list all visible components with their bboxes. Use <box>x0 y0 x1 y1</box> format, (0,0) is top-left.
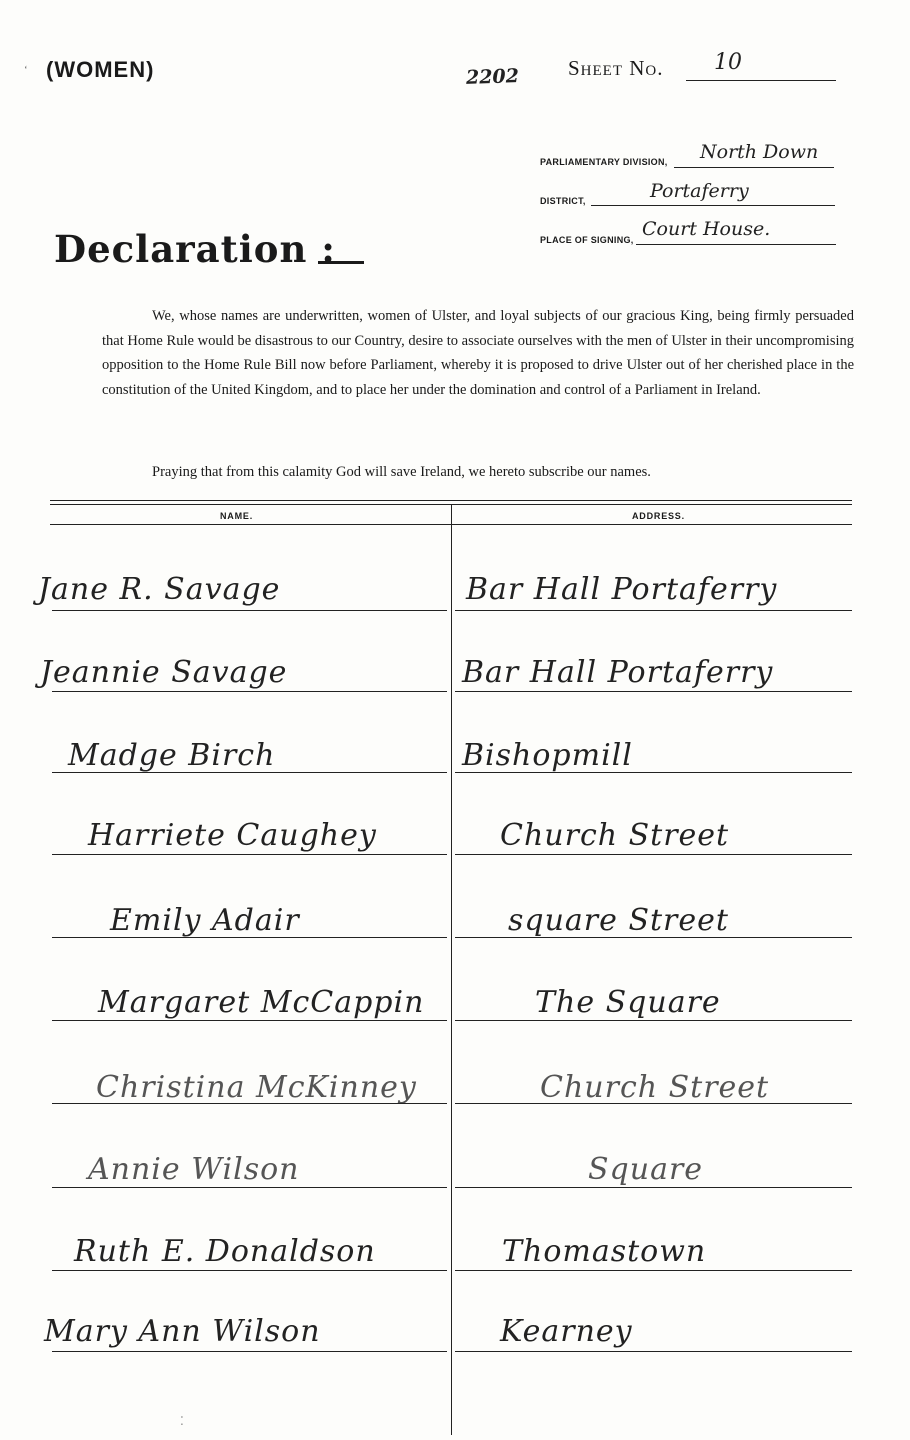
signature-address: The Square <box>535 985 721 1020</box>
signature-name: Margaret McCappin <box>98 985 425 1020</box>
address-line <box>455 1270 852 1271</box>
division-value: North Down <box>700 141 819 163</box>
district-label: DISTRICT, <box>540 196 586 206</box>
address-line <box>455 854 852 855</box>
declaration-text: We, whose names are underwritten, women of Ulster, and loyal subjects of our gracious King, being firmly persuaded that Home Rule would be disastrous to our Country, desire to associate ourselves with the men of Ulster in their uncompromising opposition to the Home Rule Bill now before Parliament, whereby it is proposed to drive Ulster out of her cherished place in the constitution of the United Kingdom, and to place her under the domination and control of a Parliament in Ireland. <box>102 308 854 398</box>
declaration-title: Declaration : <box>54 227 336 271</box>
sheet-number: 10 <box>714 50 742 75</box>
name-line <box>52 937 447 938</box>
name-line <box>52 854 447 855</box>
stamp-number: 2202 <box>465 65 520 89</box>
praying-text: Praying that from this calamity God will save Ireland, we hereto subscribe our names. <box>152 464 651 480</box>
signature-name: Mary Ann Wilson <box>44 1314 321 1349</box>
address-line <box>455 691 852 692</box>
signature-name: Ruth E. Donaldson <box>74 1234 376 1269</box>
signature-address: square Street <box>508 903 729 938</box>
place-value: Court House. <box>642 218 771 240</box>
signature-name: Jane R. Savage <box>38 572 281 607</box>
signature-name: Emily Adair <box>110 903 300 938</box>
district-value: Portaferry <box>650 180 749 202</box>
name-line <box>52 772 447 773</box>
address-line <box>455 1020 852 1021</box>
address-line <box>455 937 852 938</box>
sheet-number-line <box>686 80 836 81</box>
address-line <box>455 1351 852 1352</box>
place-label: PLACE OF SIGNING, <box>540 235 634 245</box>
signature-address: Kearney <box>500 1314 633 1349</box>
name-line <box>52 1103 447 1104</box>
district-line <box>591 205 835 206</box>
address-line <box>455 1103 852 1104</box>
signature-address: Bishopmill <box>462 738 633 773</box>
address-line <box>455 610 852 611</box>
signature-name: Harriete Caughey <box>88 818 377 853</box>
signature-address: Thomastown <box>502 1234 707 1269</box>
division-label: PARLIAMENTARY DIVISION, <box>540 157 668 167</box>
signature-address: Church Street <box>500 818 730 853</box>
address-column-header: ADDRESS. <box>632 511 685 521</box>
name-line <box>52 610 447 611</box>
place-line <box>636 244 836 245</box>
division-line <box>674 167 834 168</box>
name-column-header: NAME. <box>220 511 253 521</box>
column-divider <box>451 505 452 1435</box>
signature-name: Madge Birch <box>68 738 276 773</box>
table-rule-top <box>50 500 852 501</box>
address-line <box>455 1187 852 1188</box>
signature-name: Christina McKinney <box>96 1070 417 1105</box>
name-line <box>52 1187 447 1188</box>
name-line <box>52 1351 447 1352</box>
scan-speck: ⁚ <box>180 1414 184 1428</box>
women-heading: (WOMEN) <box>46 57 155 82</box>
name-line <box>52 1270 447 1271</box>
signature-address: Church Street <box>540 1070 770 1105</box>
title-dash <box>318 261 364 264</box>
name-line <box>52 1020 447 1021</box>
name-line <box>52 691 447 692</box>
address-line <box>455 772 852 773</box>
sheet-label: Sheet No. <box>568 56 664 80</box>
signature-address: Bar Hall Portaferry <box>462 655 774 690</box>
signature-address: Square <box>588 1152 704 1187</box>
margin-mark: ‘ <box>24 64 28 76</box>
signature-name: Annie Wilson <box>88 1152 300 1187</box>
signature-address: Bar Hall Portaferry <box>466 572 778 607</box>
signature-name: Jeannie Savage <box>40 655 288 690</box>
